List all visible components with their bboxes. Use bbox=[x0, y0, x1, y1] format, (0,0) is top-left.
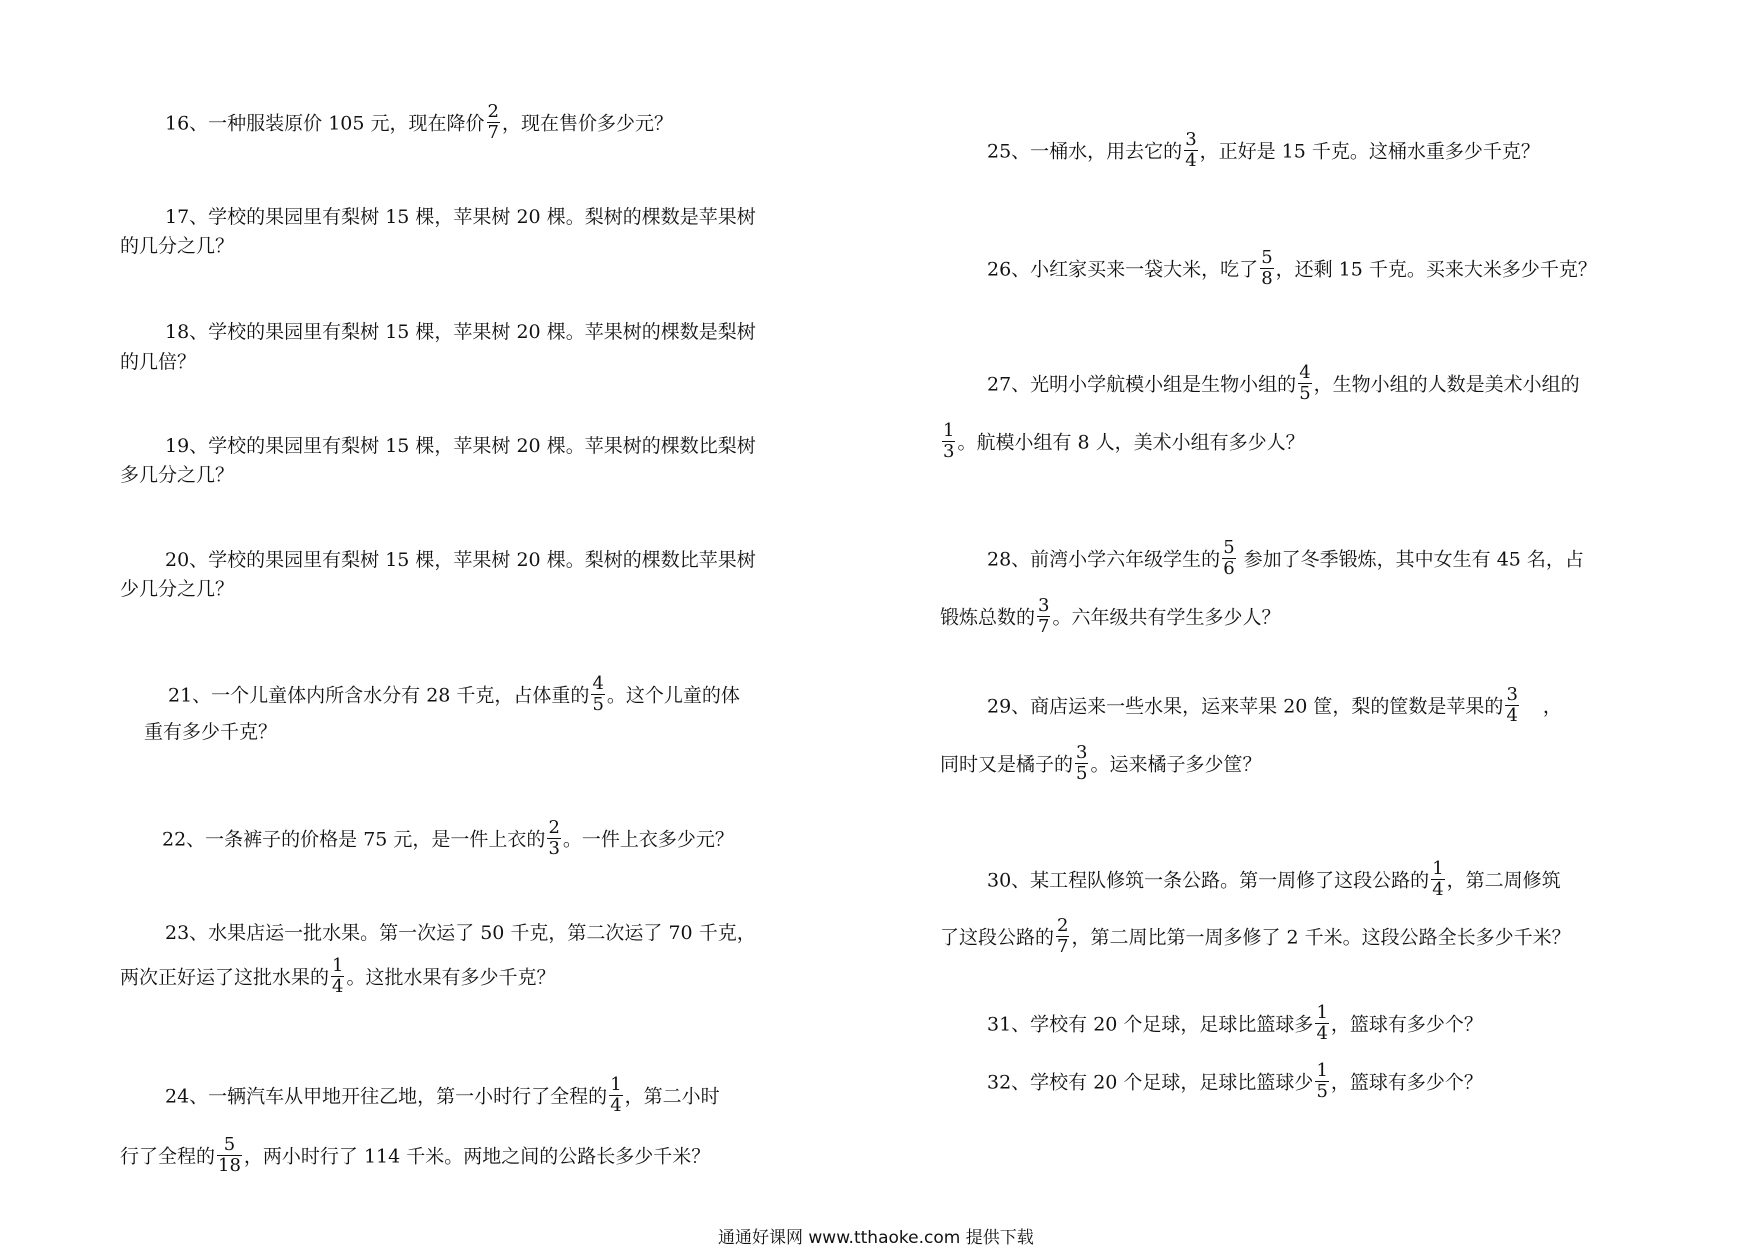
fraction-numerator: 5 bbox=[1261, 247, 1273, 268]
question-text: ，篮球有多少个？ bbox=[1330, 1071, 1483, 1094]
question-30-line2 bbox=[940, 915, 1571, 959]
question-text: ，第二周修筑 bbox=[1446, 869, 1561, 892]
question-20-line2: 少几分之几？ bbox=[120, 578, 235, 600]
question-text: ，篮球有多少个？ bbox=[1330, 1013, 1483, 1036]
question-text: 了这段公路的 bbox=[940, 926, 1055, 949]
question-text: 26、小红家买来一袋大米，吃了 bbox=[987, 258, 1259, 281]
fraction-numerator: 4 bbox=[1299, 362, 1311, 383]
question-text: 24、一辆汽车从甲地开往乙地，第一小时行了全程的 bbox=[165, 1085, 608, 1108]
fraction bbox=[487, 102, 500, 143]
fraction-denominator: 4 bbox=[1316, 1023, 1328, 1044]
fraction-numerator: 3 bbox=[1185, 129, 1197, 150]
fraction-denominator: 7 bbox=[1038, 616, 1050, 637]
question-26 bbox=[987, 247, 1597, 291]
fraction-numerator: 3 bbox=[1038, 595, 1050, 616]
question-text: 。这个儿童的体 bbox=[606, 684, 740, 707]
question-25 bbox=[987, 129, 1540, 173]
fraction-denominator: 3 bbox=[548, 838, 560, 859]
fraction bbox=[1184, 130, 1197, 171]
fraction bbox=[1037, 596, 1050, 637]
question-24 bbox=[165, 1074, 720, 1118]
question-text: 同时又是橘子的 bbox=[940, 753, 1074, 776]
fraction-denominator: 7 bbox=[487, 122, 499, 143]
question-text: ，还剩 15 千克。买来大米多少千克？ bbox=[1275, 258, 1597, 281]
fraction bbox=[1431, 859, 1444, 900]
question-24-line2 bbox=[120, 1134, 711, 1178]
question-21 bbox=[168, 673, 740, 717]
question-text: 25、一桶水，用去它的 bbox=[987, 140, 1183, 163]
question-text: 。航模小组有 8 人，美术小组有多少人？ bbox=[957, 431, 1305, 454]
fraction-denominator: 18 bbox=[218, 1155, 241, 1176]
question-text: 行了全程的 bbox=[120, 1145, 216, 1168]
fraction-numerator: 2 bbox=[1057, 915, 1069, 936]
fraction-denominator: 8 bbox=[1261, 268, 1273, 289]
question-text: 两次正好运了这批水果的 bbox=[120, 966, 330, 989]
fraction-numerator: 2 bbox=[548, 817, 560, 838]
fraction bbox=[331, 956, 344, 997]
question-text: 。一件上衣多少元？ bbox=[562, 828, 734, 851]
fraction bbox=[217, 1135, 242, 1176]
fraction bbox=[1222, 538, 1235, 579]
question-21-line2: 重有多少千克？ bbox=[144, 721, 278, 743]
question-19: 19、学校的果园里有梨树 15 棵，苹果树 20 棵。苹果树的棵数比梨树 bbox=[165, 435, 756, 457]
footer-credit: 通通好课网 www.tthaoke.com 提供下载 bbox=[718, 1228, 1034, 1248]
question-text: 30、某工程队修筑一条公路。第一周修了这段公路的 bbox=[987, 869, 1430, 892]
fraction-denominator: 4 bbox=[1506, 705, 1518, 726]
fraction-denominator: 7 bbox=[1057, 936, 1069, 957]
fraction-numerator: 1 bbox=[332, 955, 344, 976]
question-28 bbox=[987, 537, 1584, 581]
question-text: 参加了冬季锻炼，其中女生有 45 名，占 bbox=[1237, 548, 1584, 571]
fraction bbox=[591, 674, 604, 715]
question-text: ，正好是 15 千克。这桶水重多少千克？ bbox=[1199, 140, 1540, 163]
fraction-denominator: 4 bbox=[1185, 150, 1197, 171]
question-text: 锻炼总数的 bbox=[940, 606, 1036, 629]
question-27 bbox=[987, 362, 1580, 406]
fraction-numerator: 4 bbox=[592, 673, 604, 694]
question-29 bbox=[987, 684, 1562, 728]
question-17-line2: 的几分之几？ bbox=[120, 235, 235, 257]
question-text: 。这批水果有多少千克？ bbox=[346, 966, 556, 989]
question-text: 28、前湾小学六年级学生的 bbox=[987, 548, 1221, 571]
question-text: ，生物小组的人数是美术小组的 bbox=[1313, 373, 1580, 396]
fraction-numerator: 1 bbox=[1316, 1060, 1328, 1081]
fraction bbox=[1505, 685, 1518, 726]
question-18: 18、学校的果园里有梨树 15 棵，苹果树 20 棵。苹果树的棵数是梨树 bbox=[165, 321, 756, 343]
question-text: ， bbox=[1542, 695, 1562, 718]
fraction-numerator: 1 bbox=[943, 420, 955, 441]
fraction-denominator: 5 bbox=[592, 694, 604, 715]
question-text: ，第二周比第一周多修了 2 千米。这段公路全长多少千米？ bbox=[1071, 926, 1571, 949]
fraction-numerator: 1 bbox=[610, 1074, 622, 1095]
question-text: 。运来橘子多少筐？ bbox=[1090, 753, 1262, 776]
fraction-denominator: 4 bbox=[332, 976, 344, 997]
question-27-line2 bbox=[940, 420, 1305, 464]
question-text: 31、学校有 20 个足球，足球比篮球多 bbox=[987, 1013, 1314, 1036]
question-text: ，第二小时 bbox=[624, 1085, 720, 1108]
question-text: 29、商店运来一些水果，运来苹果 20 筐，梨的筐数是苹果的 bbox=[987, 695, 1504, 718]
fraction-denominator: 4 bbox=[1432, 879, 1444, 900]
fraction-denominator: 3 bbox=[943, 441, 955, 462]
question-28-line2 bbox=[940, 595, 1281, 639]
fraction bbox=[1075, 743, 1088, 784]
fraction-denominator: 6 bbox=[1223, 558, 1235, 579]
fraction bbox=[1056, 916, 1069, 957]
fraction-numerator: 5 bbox=[223, 1134, 236, 1155]
fraction bbox=[942, 421, 955, 462]
fraction-numerator: 3 bbox=[1076, 742, 1088, 763]
fraction-numerator: 1 bbox=[1432, 858, 1444, 879]
fraction-numerator: 5 bbox=[1223, 537, 1235, 558]
question-22 bbox=[162, 817, 734, 861]
question-text: 22、一条裤子的价格是 75 元，是一件上衣的 bbox=[162, 828, 546, 851]
question-29-line2 bbox=[940, 742, 1262, 786]
question-31 bbox=[987, 1002, 1483, 1046]
question-text: ，现在售价多少元？ bbox=[501, 112, 673, 135]
fraction-denominator: 5 bbox=[1076, 763, 1088, 784]
fraction bbox=[1260, 248, 1273, 289]
fraction bbox=[609, 1075, 622, 1116]
fraction-numerator: 2 bbox=[487, 101, 499, 122]
question-19-line2: 多几分之几？ bbox=[120, 464, 235, 486]
fraction bbox=[1298, 363, 1311, 404]
question-16 bbox=[165, 101, 673, 145]
question-text: 16、一种服装原价 105 元，现在降价 bbox=[165, 112, 485, 135]
fraction-numerator: 3 bbox=[1506, 684, 1518, 705]
question-text: 32、学校有 20 个足球，足球比篮球少 bbox=[987, 1071, 1314, 1094]
question-text: ，两小时行了 114 千米。两地之间的公路长多少千米？ bbox=[243, 1145, 711, 1168]
question-text: 27、光明小学航模小组是生物小组的 bbox=[987, 373, 1297, 396]
question-18-line2: 的几倍？ bbox=[120, 351, 197, 373]
fraction-denominator: 4 bbox=[610, 1095, 622, 1116]
fraction bbox=[1315, 1061, 1328, 1102]
question-text: 。六年级共有学生多少人？ bbox=[1052, 606, 1281, 629]
question-17: 17、学校的果园里有梨树 15 棵，苹果树 20 棵。梨树的棵数是苹果树 bbox=[165, 206, 756, 228]
fraction bbox=[547, 818, 560, 859]
question-32 bbox=[987, 1060, 1483, 1104]
fraction-denominator: 5 bbox=[1316, 1081, 1328, 1102]
question-30 bbox=[987, 858, 1561, 902]
question-text: 21、一个儿童体内所含水分有 28 千克，占体重的 bbox=[168, 684, 590, 707]
fraction bbox=[1315, 1003, 1328, 1044]
question-20: 20、学校的果园里有梨树 15 棵，苹果树 20 棵。梨树的棵数比苹果树 bbox=[165, 549, 756, 571]
fraction-numerator: 1 bbox=[1316, 1002, 1328, 1023]
question-23: 23、水果店运一批水果。第一次运了 50 千克，第二次运了 70 千克， bbox=[165, 922, 756, 944]
fraction-denominator: 5 bbox=[1299, 383, 1311, 404]
question-23-line2 bbox=[120, 955, 556, 999]
